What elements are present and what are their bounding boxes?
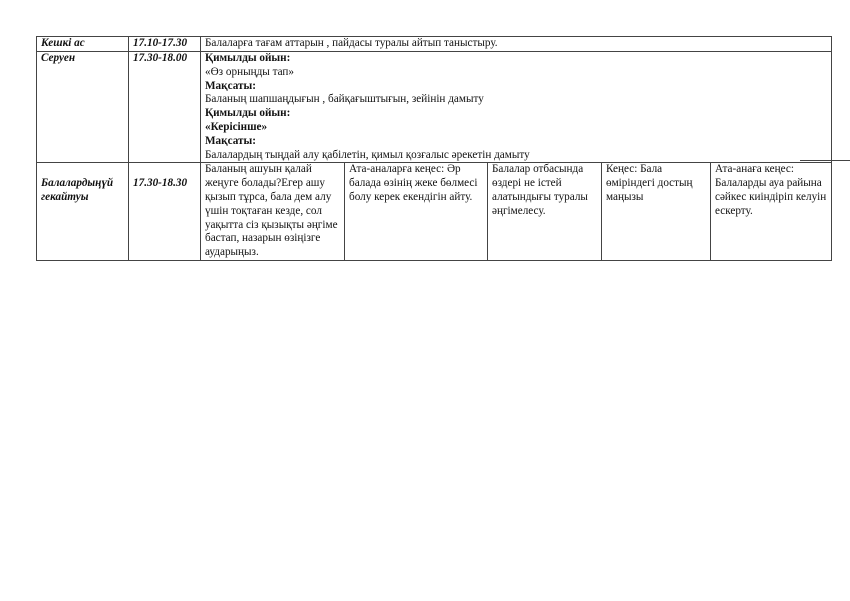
goal-text: Балалардың тыңдай алу қабілетін, қимыл қозғалыс әрекетін дамыту	[205, 148, 530, 161]
game-heading: Қимылды ойын:	[205, 52, 291, 64]
game-title: «Өз орныңды тап»	[205, 65, 294, 78]
advice-cell: Ата-анаға кеңес: Балаларды ауа райына сәйкес киіндіріп келуін ескерту.	[711, 163, 832, 261]
activity-time: 17.30-18.00	[129, 52, 201, 163]
advice-cell: Кеңес: Бала өміріндегі достың маңызы	[602, 163, 711, 261]
activity-name: Балалардыңүй гекайтуы	[37, 163, 129, 261]
activity-name: Кешкі ас	[37, 37, 129, 52]
table-row	[37, 163, 832, 261]
advice-cell: Ата-аналарға кеңес: Әр балада өзінің жеке бөлмесі болу керек екендігін айту.	[345, 163, 488, 261]
advice-cell: Баланың ашуын қалай жеңуге болады?Егер ашу қызып тұрса, бала дем алу үшін тоқтаған кезде, сол уақытта сіз қызықты әңгіме бастап, назарын өзіңізге аударыңыз.	[201, 163, 345, 261]
activity-content: Балаларға тағам аттарын , пайдасы туралы айтып таныстыру.	[201, 37, 832, 52]
activity-content	[201, 52, 832, 163]
table-border-artifact	[800, 160, 850, 161]
goal-text: Баланың шапшаңдығын , байқағыштығын, зейінін дамыту	[205, 93, 484, 106]
table-row	[37, 52, 832, 163]
advice-cell: Балалар отбасында өздері не істей алатындығы туралы әңгімелесу.	[488, 163, 602, 261]
game-title: «Керісінше»	[205, 120, 268, 133]
game-heading: Қимылды ойын:	[205, 107, 291, 120]
schedule-table	[36, 36, 832, 261]
goal-heading: Мақсаты:	[205, 134, 256, 147]
activity-name: Серуен	[37, 52, 129, 163]
activity-time: 17.10-17.30	[129, 37, 201, 52]
goal-heading: Мақсаты:	[205, 79, 256, 92]
activity-time: 17.30-18.30	[129, 163, 201, 261]
table-row	[37, 37, 832, 52]
